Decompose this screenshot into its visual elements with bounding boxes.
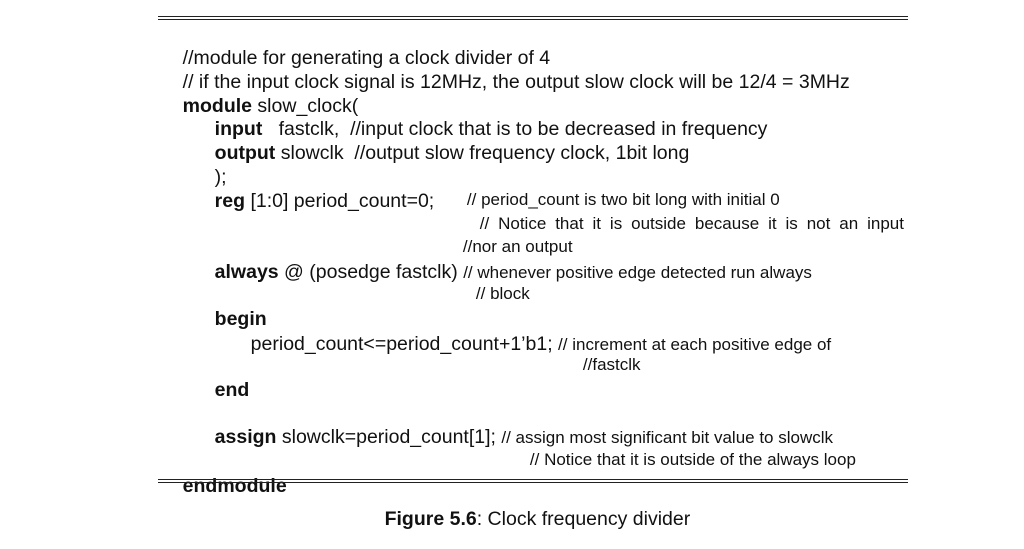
assign-text: slowclk=period_count[1]; — [276, 425, 502, 448]
figure-caption — [0, 485, 1024, 531]
comment-text: //fastclk — [582, 355, 641, 374]
keyword-input: input — [214, 117, 263, 140]
comment-text: // block — [475, 284, 530, 303]
caption-text: : Clock frequency divider — [476, 508, 691, 530]
fastclk-comment — [564, 339, 641, 390]
increment-statement — [229, 315, 831, 374]
comment-text: //module for generating a clock divider of 4 — [182, 46, 551, 69]
always-text: @ (posedge fastclk) — [278, 260, 464, 283]
module-name: slow_clock( — [252, 94, 359, 117]
keyword-output: output — [214, 141, 276, 164]
keyword-always: always — [214, 260, 279, 283]
keyword-module: module — [182, 94, 253, 117]
increment-text: period_count<=period_count+1’b1; — [250, 332, 559, 355]
keyword-reg: reg — [214, 189, 246, 212]
keyword-endmodule: endmodule — [182, 474, 287, 497]
comment-text: // Notice that it is outside because it is not an input — [479, 214, 904, 233]
bottom-rule — [158, 479, 908, 483]
comment-text: // if the input clock signal is 12MHz, the output slow clock will be 12/4 = 3MHz — [182, 70, 850, 93]
close-paren: ); — [214, 165, 227, 188]
outside-comment — [511, 434, 856, 485]
comment-text: //nor an output — [462, 237, 573, 256]
input-port-text: fastclk, //input clock that is to be decreased in frequency — [262, 117, 768, 140]
keyword-begin: begin — [214, 307, 267, 330]
reg-declaration — [193, 172, 434, 231]
keyword-assign: assign — [214, 425, 277, 448]
output-port-text: slowclk //output slow frequency clock, 1bit long — [275, 141, 690, 164]
comment-text: // period_count is two bit long with initial 0 — [466, 190, 780, 209]
comment-text: // increment at each positive edge of — [558, 334, 832, 354]
keyword-end: end — [214, 378, 250, 401]
reg-text: [1:0] period_count=0; — [245, 189, 435, 212]
comment-text: // whenever positive edge detected run always — [463, 262, 812, 282]
comment-text: // assign most significant bit value to slowclk — [501, 427, 834, 447]
caption-label: Figure 5.6 — [384, 508, 477, 530]
comment-text: // Notice that it is outside of the always loop — [529, 450, 856, 469]
block-comment — [457, 268, 530, 319]
